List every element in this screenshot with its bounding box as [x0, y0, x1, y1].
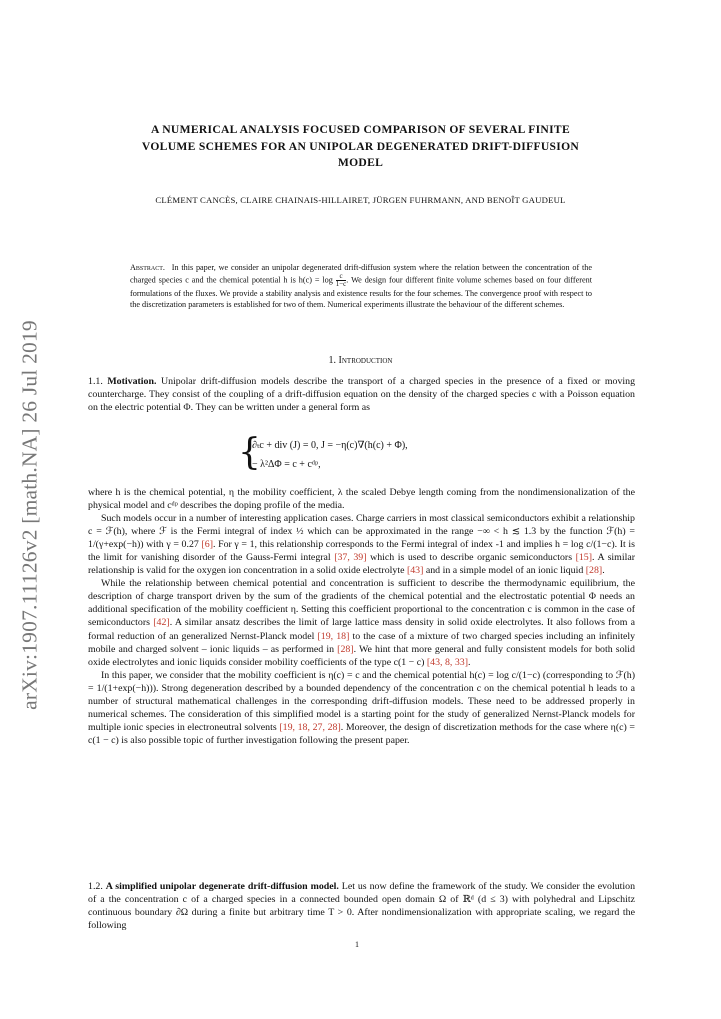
- paragraph-text: . Moreover, the design of discretization methods for the case where η(c) = c(1 − c) is also possible topic of further investigation following the present paper.: [88, 721, 636, 746]
- paragraph-text: . A similar ansatz describes the limit of large lattice mass density in solid oxide electrolytes. It also follows from a formal reduction of an generalized Nernst-Planck model: [88, 617, 636, 642]
- paragraph-text: Unipolar drift-diffusion models describe the transport of a charged species in the presence of a fixed or moving countercharge. They consist of the coupling of a drift-diffusion equation on the density of the charged species c with a Poisson equation on the electric potential Φ. They can be written under a general form as: [88, 376, 636, 414]
- paragraph-text: to the case of a mixture of two charged species including an infinitely mobile and charged solvent – ionic liquids – as performed in: [88, 630, 636, 655]
- citation[interactable]: [43, 8, 33]: [426, 656, 468, 668]
- citation[interactable]: [42]: [153, 617, 170, 629]
- subsection-title: Motivation.: [107, 376, 157, 387]
- page-number: 1: [355, 940, 359, 949]
- left-brace: {: [238, 432, 261, 473]
- paragraph-text: In this paper, we consider that the mobility coefficient is η(c) = c and the chemical potential h(c) = log c/(1−c) (corresponding to ℱ(h) = 1/(1+exp(−h))). Strong degeneration described by a bounded dependency of the concentration c on the chemical potential h leads to a number of structural mathematical challenges in the corresponding drift-diffusion models. These need to be addressed properly in numerical schemes. The consideration of this simplified model is a starting point for the study of generalized Nernst-Planck models for multiple ionic species in electroneutral solvents: [88, 669, 635, 733]
- subsection-model: [88, 880, 635, 932]
- section-heading: [88, 355, 633, 366]
- paragraph-text: . We hint that more general and fully consistent models for both solid oxide electrolytes and ionic liquids consider mobility coefficients of the type c(1 − c): [88, 643, 635, 668]
- paragraph-text: While the relationship between chemical potential and concentration is sufficient to describe the thermodynamic equilibrium, the description of charge transport driven by the sum of the gradients of the chemical potential and the electrostatic potential Φ needs an additional specification of the mobility coefficient η. Setting this coefficient proportional to the concentration c is common in the case of semiconductors: [88, 578, 635, 629]
- abstract-label: Abstract.: [130, 263, 165, 272]
- paragraph: where h is the chemical potential, η the mobility coefficient, λ the scaled Debye length coming from the nondimensionalization of the physical model and cᵈᵖ describes the doping profile of the media.: [88, 487, 635, 512]
- subsection-number: 1.1.: [88, 376, 103, 387]
- citation[interactable]: [28]: [337, 643, 354, 655]
- citation[interactable]: [43]: [406, 565, 424, 577]
- frac-den: 1−c: [335, 280, 347, 289]
- paragraph-text: .: [602, 565, 605, 577]
- section-title: Introduction: [338, 355, 393, 366]
- equation-line: − λ²ΔΦ = c + cᵈᵖ,: [252, 459, 321, 470]
- paragraph: [88, 512, 635, 577]
- arxiv-sidebar-stamp: [8, 280, 52, 750]
- body-text: [88, 486, 635, 747]
- citation[interactable]: [6]: [201, 539, 213, 551]
- citation[interactable]: [28]: [585, 565, 603, 577]
- subsection-motivation: [88, 375, 635, 414]
- paragraph-text: . For γ = 1, this relationship corresponds to the Fermi integral of index -1 and implies h = log c/(1−c). It is the limit for vanishing disorder of the Gauss-Fermi integral: [88, 539, 636, 564]
- paragraph: [88, 577, 635, 668]
- equation-system: [238, 432, 498, 477]
- subsection-title: A simplified unipolar degenerate drift-diffusion model.: [105, 881, 339, 892]
- subsection-number: 1.2.: [88, 881, 103, 892]
- abstract-fraction: [336, 273, 347, 288]
- title-line: VOLUME SCHEMES FOR AN UNIPOLAR DEGENERATED DRIFT-DIFFUSION: [141, 139, 580, 153]
- paragraph-text: Such models occur in a number of interesting application cases. Charge carriers in most classical semiconductors exhibit a relationship c = ℱ(h), where ℱ is the Fermi integral of index ½ which can be approximated in the range −∞ < h ≲ 1.3 by the function ℱ(h) = 1/(γ+exp(−h)) with γ = 0.27: [88, 513, 635, 551]
- abstract: [130, 262, 592, 310]
- equation-line: ∂ₜc + div (J) = 0, J = −η(c)∇(h(c) + Φ),: [252, 440, 408, 451]
- author-list: CLÉMENT CANCÈS, CLAIRE CHAINAIS-HILLAIRET, JÜRGEN FUHRMANN, AND BENOÎT GAUDEUL: [155, 195, 566, 205]
- paper-title: [88, 122, 633, 172]
- abstract-text: In this paper, we consider an unipolar degenerated drift-diffusion system where the relation between the concentration of the charged species c and the chemical potential h is h(c) = log: [130, 263, 592, 285]
- paragraph-text: which is used to describe organic semiconductors: [370, 552, 573, 564]
- title-line: A NUMERICAL ANALYSIS FOCUSED COMPARISON OF SEVERAL FINITE: [151, 123, 570, 136]
- arxiv-id: arXiv:1907.11126v2 [math.NA] 26 Jul 2019: [17, 320, 42, 710]
- frac-num: c: [339, 272, 343, 281]
- paragraph-text: and in a simple model of an ionic liquid: [425, 565, 584, 577]
- abstract-text: . We design four different finite volume schemes based on four different formulations of the fluxes. We provide a stability analysis and existence results for the four schemes. The convergence proof with respect to the discretization parameters is established for two of them. Numerical experiments illustrate the behaviour of the different schemes.: [130, 275, 592, 310]
- paragraph: [88, 669, 635, 747]
- paragraph-text: Let us now define the framework of the study. We consider the evolution of a the concentration c of a charged species in a connected bounded open domain Ω of ℝᵈ (d ≤ 3) with polyhedral and Lipschitz continuous boundary ∂Ω during a finite but arbitrary time T > 0. After nondimensionalization with appropriate scaling, we regard the following: [88, 881, 636, 932]
- section-number: 1.: [328, 355, 337, 366]
- citation[interactable]: [15]: [575, 552, 593, 564]
- citation[interactable]: [19, 18]: [317, 630, 350, 642]
- citation[interactable]: [37, 39]: [334, 552, 367, 564]
- title-line: MODEL: [337, 156, 384, 169]
- citation[interactable]: [19, 18, 27, 28]: [279, 721, 341, 733]
- paragraph-text: . A similar relationship is valid for the oxygen ion concentration in a solid oxide electrolyte: [88, 552, 636, 577]
- paragraph-text: .: [468, 656, 471, 668]
